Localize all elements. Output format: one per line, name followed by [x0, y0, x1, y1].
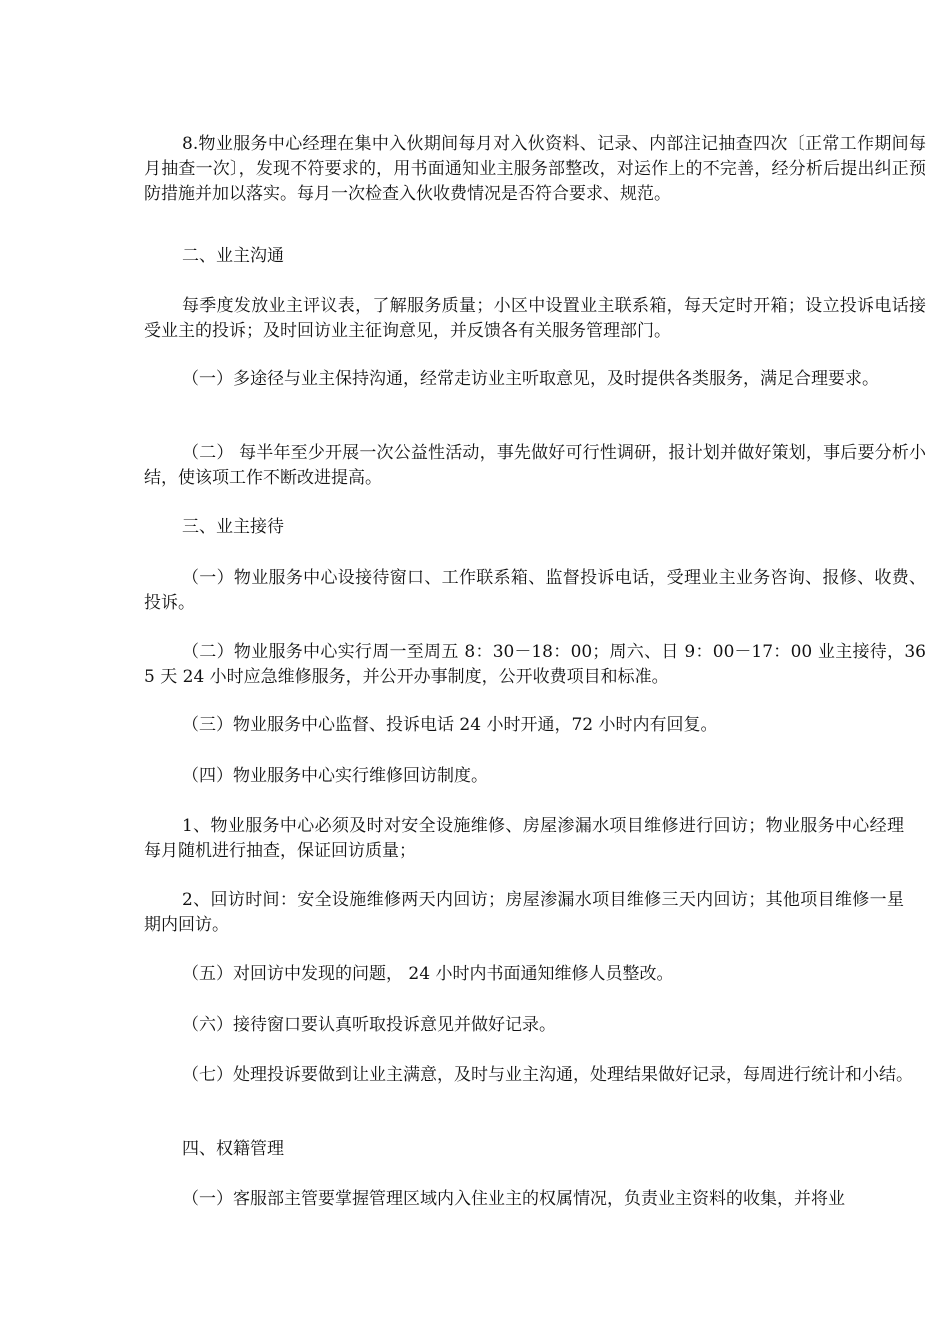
section-heading-owner-reception: 三、业主接待	[182, 517, 284, 537]
paragraph-reception-1: （一）物业服务中心设接待窗口、工作联系箱、监督投诉电话，受理业主业务咨询、报修、收费、投诉。	[144, 568, 926, 613]
paragraph-reception-6: （六）接待窗口要认真听取投诉意见并做好记录。	[182, 1015, 556, 1035]
paragraph-reception-4-item-2: 2、回访时间：安全设施维修两天内回访；房屋渗漏水项目维修三天内回访；其他项目维修一星期内回访。	[144, 890, 904, 935]
paragraph-reception-5: （五）对回访中发现的问题， 24 小时内书面通知维修人员整改。	[182, 964, 674, 984]
section-heading-owner-communication: 二、业主沟通	[182, 246, 284, 266]
paragraph-reception-7: （七）处理投诉要做到让业主满意，及时与业主沟通，处理结果做好记录，每周进行统计和小结。	[182, 1065, 913, 1085]
paragraph-reception-2: （二）物业服务中心实行周一至周五 8：30－18：00；周六、日 9：00－17：00 业主接待，365 天 24 小时应急维修服务，并公开办事制度，公开收费项目和标准。	[144, 642, 926, 687]
section-heading-property-rights: 四、权籍管理	[182, 1139, 284, 1159]
paragraph-reception-4-item-1: 1、物业服务中心必须及时对安全设施维修、房屋渗漏水项目维修进行回访；物业服务中心经理每月随机进行抽查，保证回访质量；	[144, 816, 904, 861]
paragraph-communication-2: （二） 每半年至少开展一次公益性活动，事先做好可行性调研，报计划并做好策划，事后要分析小结，使该项工作不断改进提高。	[144, 443, 926, 488]
paragraph-reception-3: （三）物业服务中心监督、投诉电话 24 小时开通，72 小时内有回复。	[182, 715, 718, 735]
paragraph-communication-1: （一）多途径与业主保持沟通，经常走访业主听取意见，及时提供各类服务，满足合理要求。	[182, 369, 879, 389]
paragraph-owner-communication: 每季度发放业主评议表，了解服务质量；小区中设置业主联系箱，每天定时开箱；设立投诉电话接受业主的投诉；及时回访业主征询意见，并反馈各有关服务管理部门。	[144, 296, 926, 341]
paragraph-reception-4: （四）物业服务中心实行维修回访制度。	[182, 766, 488, 786]
paragraph-item-8: 8.物业服务中心经理在集中入伙期间每月对入伙资料、记录、内部注记抽查四次〔正常工作期间每月抽查一次〕，发现不符要求的，用书面通知业主服务部整改，对运作上的不完善，经分析后提出纠正预防措施并加以落实。每月一次检查入伙收费情况是否符合要求、规范。	[144, 134, 926, 204]
paragraph-property-rights-1: （一）客服部主管要掌握管理区域内入住业主的权属情况，负责业主资料的收集，并将业	[182, 1189, 845, 1209]
